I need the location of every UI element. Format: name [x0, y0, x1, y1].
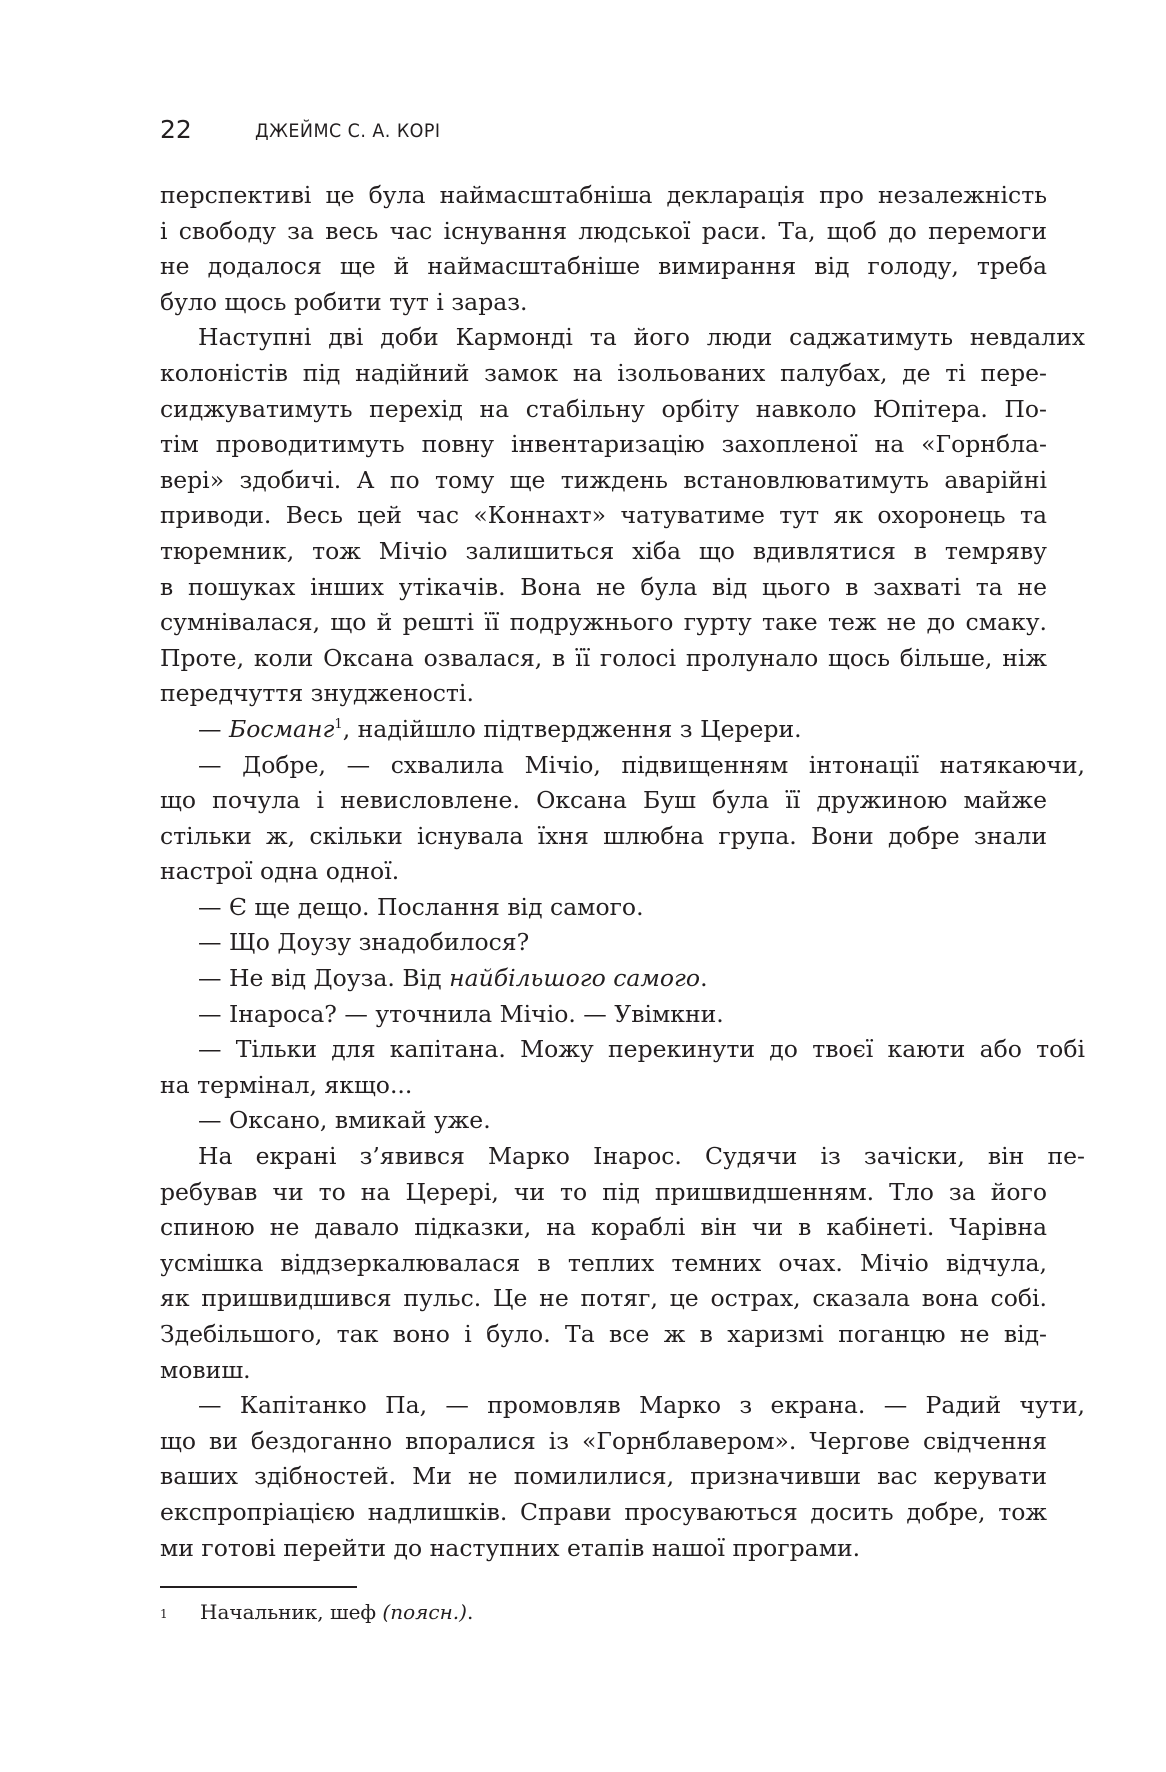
text-line: колоністів під надійний замок на ізольованих палубах, де ті пере- [160, 358, 1047, 387]
footnote-text-end: . [466, 1600, 474, 1624]
text-line: На екрані з’явився Марко Інарос. Судячи із зачіски, він пе- [198, 1142, 1085, 1171]
text-line: вері» здобичі. А по тому ще тиждень встановлюватимуть аварійні [160, 465, 1047, 494]
paragraph [160, 320, 1085, 712]
text-line: Наступні дві доби Кармонді та його люди саджатимуть невдалих [198, 323, 1085, 352]
text-line: тім проводитимуть повну інвентаризацію захопленої на «Горнбла- [160, 430, 1047, 459]
text-line: як пришвидшився пульс. Це не потяг, це острах, сказала вона собі. [160, 1284, 1047, 1313]
body-text [160, 178, 1085, 1566]
text-line: що почула і невисловлене. Оксана Буш була її дружиною майже [160, 786, 1047, 815]
paragraph [160, 1388, 1085, 1566]
paragraph [160, 1139, 1085, 1388]
text-line: — Інароса? — уточнила Мічіо. — Увімкни. [198, 999, 724, 1028]
text-line: не додалося ще й наймасштабніше вимирання від голоду, треба [160, 252, 1047, 281]
running-head-author: ДЖЕЙМС С. А. КОРІ [255, 120, 441, 142]
footnote-text-italic: (поясн.) [382, 1600, 467, 1624]
paragraph [160, 712, 1047, 748]
paragraph [160, 961, 1047, 997]
page-number: 22 [160, 115, 192, 144]
text-segment: — Не від Доуза. Від [198, 964, 450, 993]
text-line: — Тільки для капітана. Можу перекинути до твоєї каюти або тобі [198, 1035, 1085, 1064]
text-line: перспективі це була наймасштабніша декларація про незалежність [160, 181, 1047, 209]
text-line: ваших здібностей. Ми не помилилися, призначивши вас керувати [160, 1462, 1047, 1491]
text-line: ребував чи то на Церері, чи то під пришвидшенням. Тло за його [160, 1177, 1047, 1206]
italic-text: Босманг [228, 714, 335, 743]
text-line: — Капітанко Па, — промовляв Марко з екрана. — Радий чути, [198, 1391, 1085, 1420]
text-line: і свободу за весь час існування людської раси. Та, щоб до перемоги [160, 216, 1047, 245]
text-line: експропріацією надлишків. Справи просуваються досить добре, тож [160, 1497, 1047, 1526]
paragraph [160, 1032, 1085, 1103]
paragraph [160, 925, 1047, 961]
footnote-divider [160, 1586, 357, 1588]
footnote-reference: 1 [334, 716, 343, 732]
paragraph [160, 890, 1047, 926]
text-line: — Є ще дещо. Послання від самого. [198, 892, 644, 921]
text-line: мовиш. [160, 1355, 251, 1384]
paragraph [160, 1103, 1047, 1139]
text-segment: — [198, 714, 229, 743]
text-line: спиною не давало підказки, на кораблі він чи в кабінеті. Чарівна [160, 1213, 1047, 1242]
paragraph [160, 178, 1047, 320]
text-line: — Оксано, вмикай уже. [198, 1106, 491, 1135]
text-line [160, 961, 1085, 997]
text-line: на термінал, якщо... [160, 1070, 413, 1099]
paragraph [160, 748, 1085, 890]
text-segment: , надійшло підтвердження з Церери. [342, 714, 802, 743]
text-line: усмішка віддзеркалювалася в теплих темних очах. Мічіо відчула, [160, 1248, 1047, 1277]
text-line: в пошуках інших утікачів. Вона не була від цього в захваті та не [160, 572, 1047, 601]
footnote-text-main: Начальник, шеф [200, 1600, 383, 1624]
paragraph [160, 997, 1047, 1033]
text-line: ми готові перейти до наступних етапів нашої програми. [160, 1533, 861, 1562]
text-segment: . [700, 964, 708, 993]
text-line: Здебільшого, так воно і було. Та все ж в харизмі поганцю не від- [160, 1320, 1047, 1348]
text-line: — Добре, — схвалила Мічіо, підвищенням інтонації натякаючи, [198, 750, 1085, 779]
text-line: настрої одна одної. [160, 857, 400, 886]
text-line: — Що Доузу знадобилося? [198, 928, 530, 957]
footnote-mark: 1 [160, 1607, 168, 1621]
text-line: було щось робити тут і зараз. [160, 287, 528, 316]
text-line: сумнівалася, що й решті її подружнього гурту таке теж не до смаку. [160, 608, 1047, 637]
text-line: передчуття знудженості. [160, 679, 474, 708]
text-line: приводи. Весь цей час «Коннахт» чатуватиме тут як охоронець та [160, 501, 1047, 530]
text-line [160, 712, 1085, 748]
italic-text: найбільшого самого [449, 964, 701, 993]
text-line: Проте, коли Оксана озвалася, в її голосі пролунало щось більше, ніж [160, 643, 1047, 672]
text-line: що ви бездоганно впоралися із «Горнблавером». Чергове свідчення [160, 1426, 1047, 1455]
text-line: стільки ж, скільки існувала їхня шлюбна група. Вони добре знали [160, 821, 1047, 850]
footnote-text [200, 1598, 473, 1626]
text-line: тюремник, тож Мічіо залишиться хіба що вдивлятися в темряву [160, 536, 1047, 565]
text-line: сиджуватимуть перехід на стабільну орбіту навколо Юпітера. По- [160, 394, 1047, 423]
